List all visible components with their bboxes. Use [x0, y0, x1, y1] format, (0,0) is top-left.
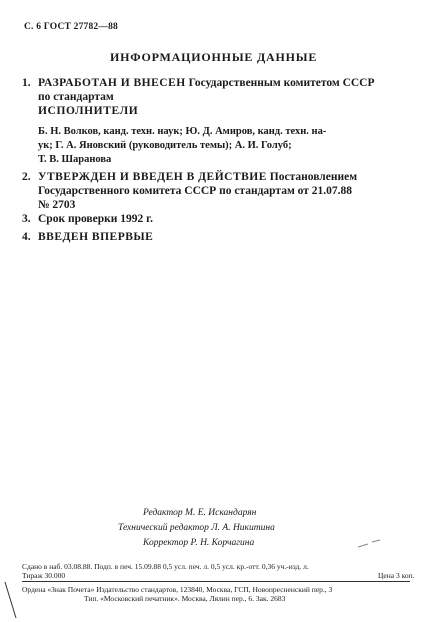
item-2-caps: УТВЕРЖДЕН И ВВЕДЕН В ДЕЙСТВИЕ	[38, 171, 267, 183]
imprint-circulation: Тираж 30.000	[22, 571, 66, 580]
item-4-text: ВВЕДЕН ВПЕРВЫЕ	[38, 231, 154, 243]
performers-heading: ИСПОЛНИТЕЛИ	[38, 105, 139, 117]
tech-editor-line: Технический редактор Л. А. Никитина	[118, 523, 275, 533]
item-1	[22, 76, 375, 90]
item-2-number: 2.	[22, 171, 31, 183]
item-1-number: 1.	[22, 77, 31, 89]
performers-line: ук; Г. А. Яновский (руководитель темы); А. И. Голуб;	[38, 140, 292, 151]
section-title: ИНФОРМАЦИОННЫЕ ДАННЫЕ	[110, 50, 318, 64]
item-3-number: 3.	[22, 213, 31, 225]
corrector-line: Корректор Р. Н. Корчагина	[143, 538, 255, 548]
item-2-text: Постановлением	[269, 171, 358, 183]
item-2-line3: № 2703	[38, 199, 76, 211]
publisher-line: Ордена «Знак Почета» Издательство стандартов, 123840, Москва, ГСП, Новопресненский пер., 3	[22, 585, 333, 594]
item-1-caps: РАЗРАБОТАН И ВНЕСЕН	[38, 77, 186, 89]
printer-line: Тип. «Московский печатник». Москва, Лялин пер., 6. Зак. 2683	[84, 594, 286, 603]
performers-line: Т. В. Шаранова	[38, 154, 112, 165]
item-1-text: Государственным комитетом СССР	[188, 77, 375, 89]
item-4-number: 4.	[22, 231, 31, 243]
scan-mark-icon	[2, 580, 18, 620]
performers-line: Б. Н. Волков, канд. техн. наук; Ю. Д. Амиров, канд. техн. на-	[38, 126, 327, 137]
item-1-line2: по стандартам	[38, 91, 114, 103]
pen-mark-icon	[356, 538, 382, 550]
item-3	[22, 212, 153, 226]
item-3-text: Срок проверки 1992 г.	[38, 213, 153, 225]
item-2-line2: Государственного комитета СССР по стандартам от 21.07.88	[38, 185, 353, 197]
item-2	[22, 170, 357, 184]
divider	[22, 581, 410, 582]
editor-line: Редактор М. Е. Искандарян	[143, 508, 257, 518]
imprint-line: Сдано в наб. 03.08.88. Подп. в печ. 15.09.88 0,5 усл. печ. л. 0,5 усл. кр.-отт. 0,36 уч.-изд. л.	[22, 562, 309, 571]
imprint-price: Цена 3 коп.	[378, 571, 415, 580]
page-header: С. 6 ГОСТ 27782—88	[24, 22, 118, 32]
item-4	[22, 230, 153, 244]
